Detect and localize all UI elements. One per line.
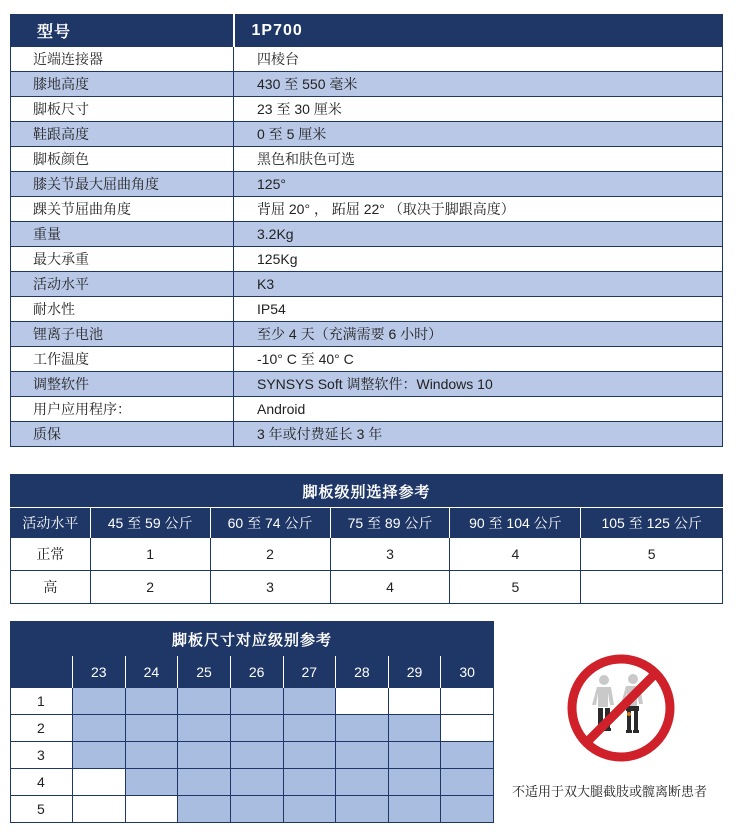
size-grid-title: 脚板尺寸对应级别参考	[11, 622, 494, 657]
size-grid-cell-empty	[73, 769, 126, 796]
spec-label: 耐水性	[11, 297, 234, 322]
spec-label: 膝关节最大屈曲角度	[11, 172, 234, 197]
spec-row	[11, 422, 723, 447]
foot-size-header: 26	[230, 656, 283, 688]
weight-column-header: 60 至 74 公斤	[210, 508, 330, 538]
size-grid-cell-filled	[73, 715, 126, 742]
spec-label: 活动水平	[11, 272, 234, 297]
category-level-label: 2	[11, 715, 73, 742]
weight-column-header: 活动水平	[11, 508, 91, 538]
size-grid-body	[11, 688, 494, 823]
spec-body	[11, 47, 723, 447]
foot-category-cell: 4	[450, 538, 581, 571]
spec-row	[11, 322, 723, 347]
size-grid-cell-filled	[283, 688, 336, 715]
spec-row	[11, 272, 723, 297]
spec-row	[11, 347, 723, 372]
size-grid-cell-filled	[283, 715, 336, 742]
size-grid-cell-filled	[336, 769, 389, 796]
foot-category-cell: 2	[90, 571, 210, 604]
size-grid-row	[11, 715, 494, 742]
spec-label: 最大承重	[11, 247, 234, 272]
size-grid-cell-filled	[441, 796, 494, 823]
spec-value: IP54	[234, 297, 723, 322]
activity-level-cell: 正常	[11, 538, 91, 571]
weight-table-header-row	[11, 508, 723, 538]
size-grid-cell-filled	[178, 769, 231, 796]
spec-row	[11, 122, 723, 147]
size-grid-cell-filled	[73, 688, 126, 715]
weight-selection-table	[10, 474, 723, 604]
size-grid-cell-filled	[178, 688, 231, 715]
foot-size-header: 30	[441, 656, 494, 688]
spec-label: 脚板颜色	[11, 147, 234, 172]
weight-column-header: 105 至 125 公斤	[581, 508, 723, 538]
foot-size-header: 28	[336, 656, 389, 688]
size-grid-cell-empty	[73, 796, 126, 823]
size-grid-cell-filled	[336, 715, 389, 742]
foot-category-cell: 4	[330, 571, 450, 604]
spec-header-model: 1P700	[234, 15, 723, 47]
weight-column-header: 75 至 89 公斤	[330, 508, 450, 538]
size-grid-cell-filled	[441, 769, 494, 796]
spec-value: -10° C 至 40° C	[234, 347, 723, 372]
weight-table-body	[11, 538, 723, 604]
spec-label: 膝地高度	[11, 72, 234, 97]
foot-category-cell: 1	[90, 538, 210, 571]
size-grid-cell-filled	[230, 715, 283, 742]
category-level-label: 4	[11, 769, 73, 796]
spec-value: 3.2Kg	[234, 222, 723, 247]
size-grid-row	[11, 688, 494, 715]
size-grid-cell-filled	[178, 796, 231, 823]
foot-size-header: 25	[178, 656, 231, 688]
weight-column-header: 45 至 59 公斤	[90, 508, 210, 538]
spec-value: 四棱台	[234, 47, 723, 72]
spec-value: 430 至 550 毫米	[234, 72, 723, 97]
spec-value: 125°	[234, 172, 723, 197]
spec-label: 用户应用程序：	[11, 397, 234, 422]
spec-value: SYNSYS Soft 调整软件：Windows 10	[234, 372, 723, 397]
size-grid-header-row	[11, 656, 494, 688]
spec-label: 质保	[11, 422, 234, 447]
foot-category-cell: 5	[450, 571, 581, 604]
spec-row	[11, 97, 723, 122]
spec-label: 踝关节屈曲角度	[11, 197, 234, 222]
foot-category-cell: 5	[581, 538, 723, 571]
spec-value: K3	[234, 272, 723, 297]
spec-label: 工作温度	[11, 347, 234, 372]
size-grid-cell-empty	[388, 688, 441, 715]
size-grid-cell-filled	[178, 715, 231, 742]
spec-row	[11, 397, 723, 422]
spec-value: 23 至 30 厘米	[234, 97, 723, 122]
spec-row	[11, 297, 723, 322]
size-grid-cell-empty	[125, 796, 178, 823]
size-grid-cell-filled	[388, 715, 441, 742]
spec-row	[11, 247, 723, 272]
size-grid-cell-filled	[283, 769, 336, 796]
spec-row	[11, 72, 723, 97]
size-grid-row	[11, 742, 494, 769]
spec-label: 脚板尺寸	[11, 97, 234, 122]
size-grid-cell-filled	[283, 796, 336, 823]
category-level-label: 3	[11, 742, 73, 769]
size-grid-corner	[11, 656, 73, 688]
weight-column-header: 90 至 104 公斤	[450, 508, 581, 538]
size-grid-cell-filled	[388, 796, 441, 823]
foot-category-cell	[581, 571, 723, 604]
size-grid-cell-filled	[178, 742, 231, 769]
spec-row	[11, 197, 723, 222]
size-grid-cell-filled	[230, 742, 283, 769]
size-grid-cell-filled	[125, 742, 178, 769]
category-level-label: 1	[11, 688, 73, 715]
size-grid-cell-empty	[441, 688, 494, 715]
spec-value: 背屈 20° ， 跖屈 22° （取决于脚跟高度）	[234, 197, 723, 222]
foot-category-cell: 3	[210, 571, 330, 604]
foot-category-cell: 2	[210, 538, 330, 571]
size-grid-cell-filled	[73, 742, 126, 769]
size-grid-cell-filled	[230, 688, 283, 715]
foot-size-header: 27	[283, 656, 336, 688]
contraindication-text: 不适用于双大腿截肢或髋离断患者	[512, 784, 708, 799]
spec-value: 0 至 5 厘米	[234, 122, 723, 147]
spec-value: 3 年或付费延长 3 年	[234, 422, 723, 447]
spec-value: 至少 4 天（充满需要 6 小时）	[234, 322, 723, 347]
size-grid-cell-filled	[230, 769, 283, 796]
size-grid-cell-filled	[125, 688, 178, 715]
foot-size-grid	[10, 621, 494, 823]
spec-row	[11, 47, 723, 72]
size-grid-cell-filled	[283, 742, 336, 769]
spec-row	[11, 222, 723, 247]
size-grid-cell-filled	[230, 796, 283, 823]
activity-level-cell: 高	[11, 571, 91, 604]
size-grid-cell-filled	[388, 742, 441, 769]
spec-value: Android	[234, 397, 723, 422]
size-grid-row	[11, 769, 494, 796]
spec-header-row	[11, 15, 723, 47]
spec-label: 锂离子电池	[11, 322, 234, 347]
foot-category-cell: 3	[330, 538, 450, 571]
size-grid-row	[11, 796, 494, 823]
foot-size-header: 29	[388, 656, 441, 688]
size-grid-cell-empty	[336, 688, 389, 715]
spec-value: 黑色和肤色可选	[234, 147, 723, 172]
size-grid-cell-filled	[336, 742, 389, 769]
spec-label: 近端连接器	[11, 47, 234, 72]
spec-label: 鞋跟高度	[11, 122, 234, 147]
weight-table-title: 脚板级别选择参考	[11, 475, 723, 508]
spec-header-label: 型号	[11, 15, 234, 47]
size-grid-cell-filled	[125, 715, 178, 742]
spec-table	[10, 14, 723, 447]
size-grid-cell-filled	[441, 742, 494, 769]
size-grid-cell-filled	[388, 769, 441, 796]
weight-table-row	[11, 571, 723, 604]
spec-label: 调整软件	[11, 372, 234, 397]
foot-size-header: 23	[73, 656, 126, 688]
size-grid-cell-empty	[441, 715, 494, 742]
spec-row	[11, 172, 723, 197]
spec-label: 重量	[11, 222, 234, 247]
foot-size-header: 24	[125, 656, 178, 688]
category-level-label: 5	[11, 796, 73, 823]
no-symbol-icon	[567, 654, 675, 762]
spec-value: 125Kg	[234, 247, 723, 272]
size-grid-cell-filled	[125, 769, 178, 796]
weight-table-row	[11, 538, 723, 571]
spec-row	[11, 372, 723, 397]
size-grid-cell-filled	[336, 796, 389, 823]
spec-row	[11, 147, 723, 172]
